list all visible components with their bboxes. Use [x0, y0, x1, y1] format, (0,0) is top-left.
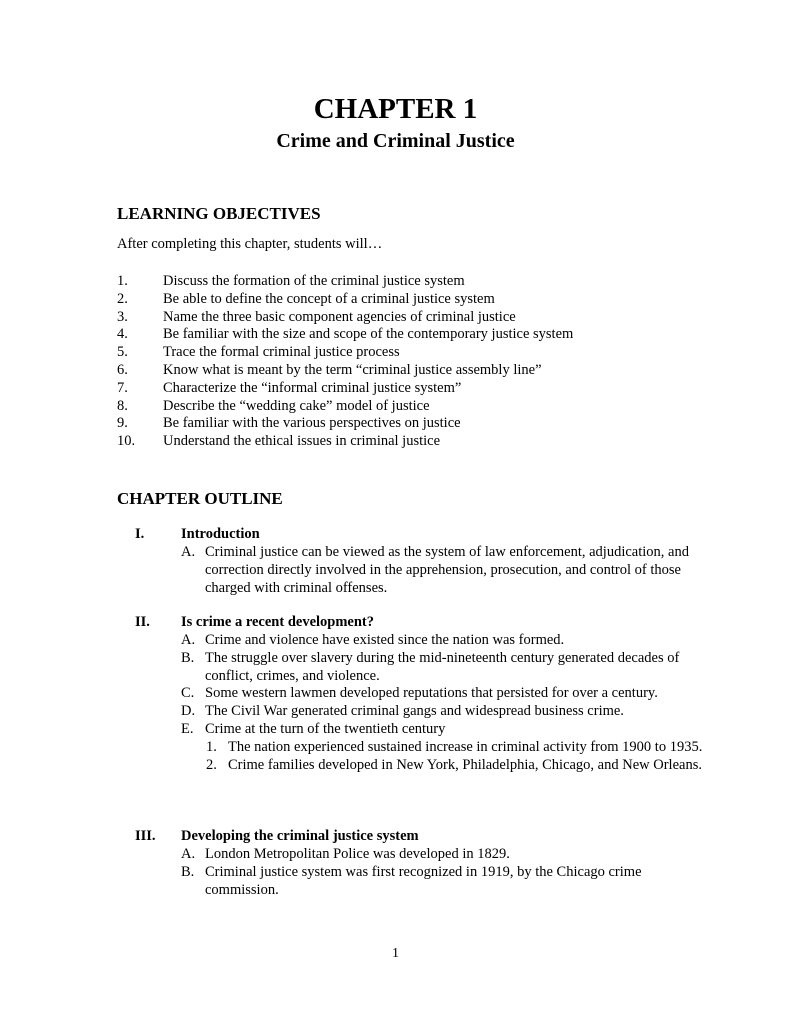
- item-text: The struggle over slavery during the mid-nineteenth century generated decades of conflict, crimes, and violence.: [205, 649, 680, 684]
- list-item: [117, 380, 737, 398]
- section-numeral: III.: [135, 828, 156, 844]
- list-item-text: Be familiar with the various perspectives on justice: [163, 415, 461, 432]
- item-marker: B.: [181, 863, 195, 880]
- outline-item: [117, 721, 717, 739]
- list-item-text: Understand the ethical issues in criminal justice: [163, 433, 441, 450]
- list-item-text: Know what is meant by the term “criminal justice assembly line”: [163, 361, 542, 378]
- outline-subitem: [117, 757, 717, 775]
- list-item: [117, 309, 737, 327]
- item-marker: A.: [181, 632, 196, 648]
- list-item: [117, 398, 737, 416]
- outline-item: [117, 846, 717, 864]
- list-item: [117, 433, 737, 451]
- objectives-intro: After completing this chapter, students will…: [117, 236, 383, 252]
- item-marker: A.: [181, 846, 196, 862]
- item-marker: C.: [181, 685, 195, 702]
- item-text: Some western lawmen developed reputations that persisted for over a century.: [205, 685, 658, 702]
- list-item-text: Describe the “wedding cake” model of justice: [163, 397, 430, 414]
- section-title: Developing the criminal justice system: [181, 828, 419, 844]
- list-item-number: 2.: [117, 290, 128, 307]
- item-marker: A.: [181, 544, 196, 560]
- list-item-number: 10.: [117, 433, 136, 450]
- outline-section-2: [117, 614, 717, 774]
- list-item: [117, 415, 737, 433]
- outline-item: [117, 685, 717, 703]
- list-item-number: 9.: [117, 415, 128, 432]
- section-heading-row: [117, 614, 717, 632]
- section-heading-row: [117, 828, 717, 846]
- section-title: Is crime a recent development?: [181, 614, 375, 630]
- list-item-number: 3.: [117, 308, 128, 325]
- outline-subitem: [117, 739, 717, 757]
- outline-section-1: [117, 526, 717, 597]
- list-item-text: Be familiar with the size and scope of the contemporary justice system: [163, 326, 574, 343]
- item-text: The Civil War generated criminal gangs and widespread business crime.: [205, 703, 624, 720]
- list-item-number: 5.: [117, 344, 128, 361]
- item-text: Crime at the turn of the twentieth century: [205, 720, 446, 737]
- learning-objectives-heading: LEARNING OBJECTIVES: [117, 204, 321, 223]
- chapter-subtitle: Crime and Criminal Justice: [276, 130, 515, 152]
- section-numeral: II.: [135, 614, 150, 630]
- list-item-text: Name the three basic component agencies of criminal justice: [163, 308, 516, 325]
- section-heading-row: [117, 526, 717, 544]
- outline-item: [117, 632, 717, 650]
- subitem-text: Crime families developed in New York, Philadelphia, Chicago, and New Orleans.: [228, 756, 702, 773]
- item-text: Criminal justice can be viewed as the system of law enforcement, adjudication, and correction directly involved in the apprehension, prosecution, and control of those charged with criminal offenses.: [205, 544, 689, 596]
- item-marker: E.: [181, 720, 194, 737]
- outline-section-3: [117, 828, 717, 899]
- outline-item: [117, 703, 717, 721]
- chapter-outline-heading: CHAPTER OUTLINE: [117, 489, 283, 508]
- list-item-text: Be able to define the concept of a criminal justice system: [163, 290, 495, 307]
- list-item-number: 6.: [117, 361, 128, 378]
- list-item-text: Characterize the “informal criminal justice system”: [163, 379, 462, 396]
- list-item-number: 4.: [117, 326, 128, 343]
- outline-item: [117, 650, 717, 686]
- list-item: [117, 344, 737, 362]
- item-text: Criminal justice system was first recognized in 1919, by the Chicago crime commission.: [205, 863, 642, 898]
- list-item: [117, 291, 737, 309]
- item-marker: D.: [181, 703, 196, 720]
- item-text: Crime and violence have existed since the nation was formed.: [205, 632, 565, 648]
- list-item: [117, 273, 737, 291]
- list-item-number: 7.: [117, 379, 128, 396]
- item-marker: B.: [181, 649, 195, 666]
- chapter-title: CHAPTER 1: [313, 93, 478, 125]
- outline-item: [117, 864, 717, 900]
- section-numeral: I.: [135, 526, 145, 542]
- subitem-marker: 1.: [206, 738, 217, 755]
- list-item: [117, 326, 737, 344]
- section-title: Introduction: [181, 526, 260, 542]
- list-item: [117, 362, 737, 380]
- list-item-number: 8.: [117, 397, 128, 414]
- list-item-number: 1.: [117, 273, 128, 289]
- list-item-text: Discuss the formation of the criminal justice system: [163, 273, 465, 289]
- subitem-marker: 2.: [206, 756, 217, 773]
- list-item-text: Trace the formal criminal justice process: [163, 344, 400, 361]
- item-text: London Metropolitan Police was developed in 1829.: [205, 846, 510, 862]
- page-number: 1: [392, 946, 399, 961]
- outline-item: [117, 544, 717, 597]
- objectives-list: [117, 273, 737, 451]
- subitem-text: The nation experienced sustained increase in criminal activity from 1900 to 1935.: [228, 738, 703, 755]
